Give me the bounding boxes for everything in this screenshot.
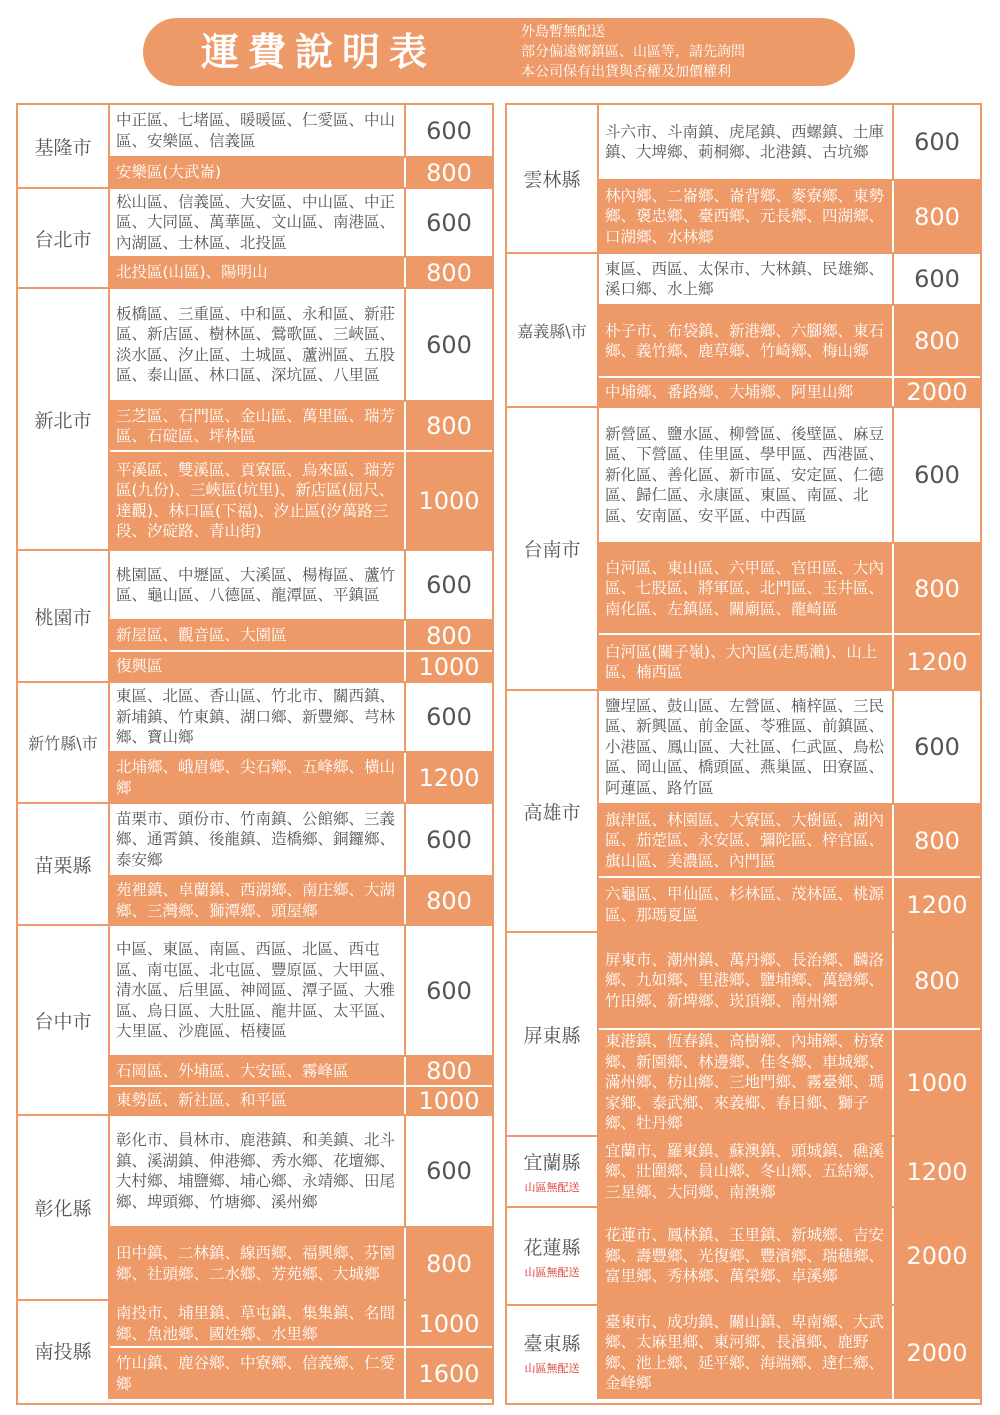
district-list: 屏東市、潮州鎮、萬丹鄉、長治鄉、麟洛鄉、九如鄉、里港鄉、鹽埔鄉、萬巒鄉、竹田鄉、新埤鄉、崁頂鄉、南州鄉: [605, 950, 885, 1010]
district-list: 中正區、七堵區、暖暖區、仁愛區、中山區、安樂區、信義區: [116, 111, 396, 150]
region-name: 屏東縣: [523, 1024, 581, 1047]
no-mountain-delivery-note: 山區無配送: [524, 1181, 580, 1194]
shipping-price: 2000: [892, 378, 980, 406]
shipping-price: 600: [404, 804, 492, 875]
region-name-cell: [507, 1137, 599, 1206]
shipping-price: 800: [404, 1228, 492, 1299]
region-name: 新竹縣\市: [28, 734, 98, 753]
district-list: 南投市、埔里鎮、草屯鎮、集集鎮、名間鄉、魚池鄉、國姓鄉、水里鄉: [116, 1304, 396, 1343]
shipping-rate-row: [110, 804, 492, 875]
shipping-rate-row: [110, 1346, 492, 1399]
region-name: 彰化縣: [34, 1198, 92, 1220]
shipping-price: 600: [892, 691, 980, 803]
region-group: [18, 105, 492, 189]
shipping-price: 1000: [404, 1087, 492, 1114]
region-name: 花蓮縣: [523, 1236, 581, 1259]
district-list: 北投區(山區)、陽明山: [116, 263, 268, 282]
region-name: 南投縣: [34, 1340, 92, 1363]
shipping-price: 1000: [404, 452, 492, 549]
region-name-cell: [507, 1208, 599, 1304]
region-group: [18, 683, 492, 804]
region-name-cell: [507, 408, 599, 689]
note-line: 外島暫無配送: [521, 24, 605, 40]
district-list: 旗津區、林園區、大寮區、大樹區、湖內區、茄萣區、永安區、彌陀區、梓官區、旗山區、美濃區、內門區: [605, 810, 885, 870]
district-list: 新屋區、觀音區、大園區: [116, 626, 287, 645]
region-group: [507, 691, 980, 933]
shipping-price: 800: [892, 544, 980, 633]
region-name-cell: [507, 691, 599, 931]
region-group: [18, 551, 492, 683]
shipping-rate-row: [599, 933, 980, 1028]
district-list: 東區、北區、香山區、竹北市、關西鎮、新埔鎮、竹東鎮、湖口鄉、新豐鄉、芎林鄉、寶山鄉: [116, 687, 396, 747]
region-group: [18, 1301, 492, 1399]
region-name: 台北市: [34, 228, 92, 251]
district-list: 宜蘭市、羅東鎮、蘇澳鎮、頭城鎮、礁溪鄉、壯圍鄉、員山鄉、冬山鄉、五結鄉、三星鄉、大同鄉、南澳鄉: [605, 1141, 885, 1201]
shipping-price: 1200: [404, 753, 492, 802]
district-list: 東港鎮、恆春鎮、高樹鄉、內埔鄉、枋寮鄉、新園鄉、林邊鄉、佳冬鄉、車城鄉、滿州鄉、枋山鄉、三地門鄉、霧臺鄉、瑪家鄉、泰武鄉、來義鄉、春日鄉、獅子鄉、牡丹鄉: [605, 1032, 885, 1133]
region-group: [507, 1306, 980, 1399]
shipping-rate-row: [599, 1028, 980, 1135]
header-notes: [521, 22, 745, 82]
shipping-price: 1600: [404, 1348, 492, 1399]
left-shipping-table: [16, 103, 494, 1405]
shipping-rate-row: [599, 876, 980, 931]
shipping-rate-row: [599, 105, 980, 179]
shipping-rate-row: [110, 105, 492, 156]
shipping-price: 800: [404, 258, 492, 287]
region-group: [507, 254, 980, 408]
region-name-cell: [18, 683, 110, 802]
district-list: 安樂區(大武崙): [116, 163, 222, 182]
district-list: 林內鄉、二崙鄉、崙背鄉、麥寮鄉、東勢鄉、褒忠鄉、臺西鄉、元長鄉、四湖鄉、口湖鄉、水林鄉: [605, 186, 885, 246]
shipping-price: 800: [404, 1057, 492, 1085]
shipping-rate-row: [599, 254, 980, 304]
region-name-cell: [18, 105, 110, 187]
shipping-price: 1000: [404, 1301, 492, 1346]
shipping-rate-row: [599, 408, 980, 542]
region-name-cell: [507, 105, 599, 252]
shipping-rate-row: [110, 400, 492, 450]
shipping-rate-row: [110, 751, 492, 802]
shipping-price: 1200: [892, 635, 980, 689]
shipping-price: 800: [892, 933, 980, 1028]
district-list: 板橋區、三重區、中和區、永和區、新莊區、新店區、樹林區、鶯歌區、三峽區、淡水區、汐止區、土城區、蘆洲區、五股區、泰山區、林口區、深坑區、八里區: [116, 304, 396, 384]
district-list: 六龜區、甲仙區、杉林區、茂林區、桃源區、那瑪夏區: [605, 885, 885, 924]
shipping-rate-row: [599, 179, 980, 252]
region-name: 桃園市: [34, 606, 92, 629]
region-name-cell: [507, 254, 599, 406]
shipping-price: 600: [892, 408, 980, 542]
district-list: 斗六市、斗南鎮、虎尾鎮、西螺鎮、土庫鎮、大埤鄉、莿桐鄉、北港鎮、古坑鄉: [605, 122, 885, 161]
note-line: 部分偏遠鄉鎮區、山區等，請先詢問: [521, 44, 745, 60]
shipping-rate-row: [110, 650, 492, 681]
region-name-cell: [18, 1301, 110, 1399]
title-banner: [143, 18, 855, 86]
district-list: 東勢區、新社區、和平區: [116, 1091, 287, 1110]
region-name: 新北市: [34, 409, 92, 432]
shipping-rate-row: [110, 875, 492, 924]
district-list: 朴子市、布袋鎮、新港鄉、六腳鄉、東石鄉、義竹鄉、鹿草鄉、竹崎鄉、梅山鄉: [605, 321, 885, 360]
shipping-rate-row: [110, 1226, 492, 1299]
district-list: 平溪區、雙溪區、貢寮區、烏來區、瑞芳區(九份)、三峽區(坑里)、新店區(屈尺、達觀)、林口區(下福)、汐止區(汐萬路三段、汐碇路、青山街): [116, 460, 396, 540]
region-name: 雲林縣: [523, 169, 581, 191]
region-name: 台南市: [523, 539, 581, 561]
region-name: 臺東縣: [523, 1333, 581, 1355]
region-name: 高雄市: [523, 801, 581, 824]
shipping-rate-row: [110, 926, 492, 1055]
district-list: 苗栗市、頭份市、竹南鎮、公館鄉、三義鄉、通霄鎮、後龍鎮、造橋鄉、銅鑼鄉、泰安鄉: [116, 809, 396, 869]
shipping-price: 1000: [892, 1030, 980, 1135]
region-group: [18, 926, 492, 1116]
district-list: 鹽埕區、鼓山區、左營區、楠梓區、三民區、新興區、前金區、苓雅區、前鎮區、小港區、鳳山區、大社區、仁武區、鳥松區、岡山區、橋頭區、燕巢區、田寮區、阿蓮區、路竹區: [605, 696, 885, 797]
shipping-price: 800: [404, 877, 492, 924]
shipping-price: 800: [892, 805, 980, 876]
shipping-rate-row: [110, 1055, 492, 1085]
district-list: 東區、西區、太保市、大林鎮、民雄鄉、溪口鄉、水上鄉: [605, 259, 885, 298]
shipping-rate-row: [110, 289, 492, 400]
region-name-cell: [507, 1306, 599, 1399]
shipping-rate-row: [110, 683, 492, 751]
shipping-rate-row: [599, 633, 980, 689]
shipping-price: 2000: [892, 1306, 980, 1399]
shipping-rate-row: [110, 551, 492, 619]
shipping-price: 600: [404, 551, 492, 619]
shipping-price: 800: [892, 306, 980, 376]
district-list: 苑裡鎮、卓蘭鎮、西湖鄉、南庄鄉、大湖鄉、三灣鄉、獅潭鄉、頭屋鄉: [116, 881, 396, 920]
district-list: 新營區、鹽水區、柳營區、後壁區、麻豆區、下營區、佳里區、學甲區、西港區、新化區、善化區、新市區、安定區、仁德區、歸仁區、永康區、東區、南區、北區、安南區、安平區、中西區: [605, 424, 885, 525]
district-list: 中區、東區、南區、西區、北區、西屯區、南屯區、北屯區、豐原區、大甲區、清水區、后里區、神岡區、潭子區、大雅區、烏日區、大肚區、龍井區、太平區、大里區、沙鹿區、梧棲區: [116, 940, 396, 1041]
shipping-price: 600: [404, 289, 492, 400]
region-group: [507, 1208, 980, 1306]
district-list: 竹山鎮、鹿谷鄉、中寮鄉、信義鄉、仁愛鄉: [116, 1354, 396, 1393]
note-line: 本公司保有出貨與否權及加價權利: [521, 64, 731, 80]
region-name-cell: [18, 926, 110, 1114]
shipping-price: 800: [404, 621, 492, 650]
district-list: 復興區: [116, 657, 163, 676]
region-name: 嘉義縣\市: [517, 321, 587, 341]
region-name-cell: [18, 1116, 110, 1299]
region-group: [507, 933, 980, 1137]
page-title: 運費說明表: [201, 30, 437, 74]
shipping-rate-row: [110, 619, 492, 650]
shipping-price: 1000: [404, 652, 492, 681]
shipping-price: 600: [892, 254, 980, 304]
shipping-rate-row: [110, 1116, 492, 1226]
shipping-rate-row: [110, 256, 492, 287]
shipping-rate-row: [599, 803, 980, 876]
shipping-rate-row: [599, 542, 980, 633]
region-name: 基隆市: [34, 136, 92, 159]
region-name-cell: [18, 289, 110, 549]
region-group: [18, 189, 492, 289]
shipping-price: 600: [404, 105, 492, 156]
shipping-price: 1200: [892, 1137, 980, 1206]
shipping-rate-row: [599, 1137, 980, 1206]
shipping-rate-row: [110, 189, 492, 256]
region-name: 宜蘭縣: [523, 1152, 581, 1174]
district-list: 中埔鄉、番路鄉、大埔鄉、阿里山鄉: [605, 382, 854, 401]
district-list: 白河區、東山區、六甲區、官田區、大內區、七股區、將軍區、北門區、玉井區、南化區、左鎮區、關廟區、龍崎區: [605, 558, 885, 618]
shipping-rate-row: [599, 376, 980, 406]
shipping-price: 800: [892, 181, 980, 252]
region-name-cell: [18, 189, 110, 287]
district-list: 花蓮市、鳳林鎮、玉里鎮、新城鄉、吉安鄉、壽豐鄉、光復鄉、豐濱鄉、瑞穗鄉、富里鄉、秀林鄉、萬榮鄉、卓溪鄉: [605, 1226, 885, 1286]
shipping-price: 600: [404, 189, 492, 256]
shipping-rate-row: [599, 1306, 980, 1399]
district-list: 松山區、信義區、大安區、中山區、中正區、大同區、萬華區、文山區、南港區、內湖區、士林區、北投區: [116, 192, 396, 252]
district-list: 北埔鄉、峨眉鄉、尖石鄉、五峰鄉、橫山鄉: [116, 758, 396, 797]
shipping-price: 1200: [892, 878, 980, 931]
region-name: 苗栗縣: [34, 854, 92, 877]
shipping-rate-row: [110, 1301, 492, 1346]
shipping-rate-row: [599, 304, 980, 376]
no-mountain-delivery-note: 山區無配送: [524, 1362, 580, 1375]
shipping-price: 600: [404, 1116, 492, 1226]
right-shipping-table: [505, 103, 982, 1405]
region-group: [507, 408, 980, 691]
region-group: [507, 1137, 980, 1208]
district-list: 白河區(關子嶺)、大內區(走馬瀨)、山上區、楠西區: [605, 642, 878, 681]
region-group: [507, 105, 980, 254]
shipping-rate-row: [110, 450, 492, 549]
shipping-price: 600: [404, 683, 492, 751]
shipping-price: 2000: [892, 1208, 980, 1304]
district-list: 石岡區、外埔區、大安區、霧峰區: [116, 1061, 349, 1080]
district-list: 桃園區、中壢區、大溪區、楊梅區、蘆竹區、龜山區、八德區、龍潭區、平鎮區: [116, 565, 396, 604]
shipping-price: 800: [404, 158, 492, 187]
shipping-rate-row: [599, 691, 980, 803]
shipping-price: 600: [892, 105, 980, 179]
region-name-cell: [18, 804, 110, 924]
region-group: [18, 1116, 492, 1301]
region-name: 台中市: [34, 1010, 92, 1033]
no-mountain-delivery-note: 山區無配送: [524, 1265, 580, 1279]
district-list: 臺東市、成功鎮、關山鎮、卑南鄉、大武鄉、太麻里鄉、東河鄉、長濱鄉、鹿野鄉、池上鄉、延平鄉、海端鄉、達仁鄉、金峰鄉: [605, 1312, 885, 1392]
region-group: [18, 289, 492, 551]
region-name-cell: [507, 933, 599, 1135]
shipping-rate-row: [110, 1085, 492, 1114]
region-group: [18, 804, 492, 926]
shipping-rate-row: [599, 1208, 980, 1304]
shipping-price: 600: [404, 926, 492, 1055]
region-name-cell: [18, 551, 110, 681]
district-list: 彰化市、員林市、鹿港鎮、和美鎮、北斗鎮、溪湖鎮、伸港鄉、秀水鄉、花壇鄉、大村鄉、埔鹽鄉、埔心鄉、永靖鄉、田尾鄉、埤頭鄉、竹塘鄉、溪州鄉: [116, 1131, 396, 1211]
district-list: 田中鎮、二林鎮、線西鄉、福興鄉、芬園鄉、社頭鄉、二水鄉、芳苑鄉、大城鄉: [116, 1244, 396, 1283]
shipping-rate-row: [110, 156, 492, 187]
district-list: 三芝區、石門區、金山區、萬里區、瑞芳區、石碇區、坪林區: [116, 406, 396, 445]
shipping-price: 800: [404, 402, 492, 450]
